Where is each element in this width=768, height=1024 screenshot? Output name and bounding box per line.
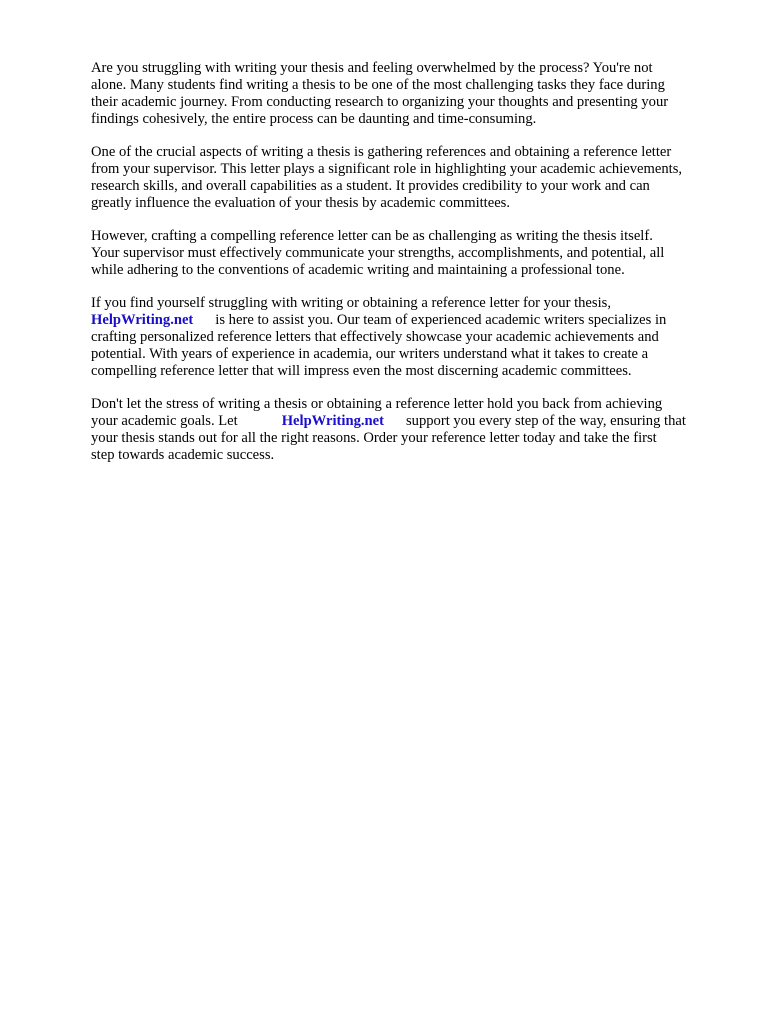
helpwriting-link-2[interactable]: HelpWriting.net [281,413,384,429]
paragraph-challenge: However, crafting a compelling reference letter can be as challenging as writing the thesis itself. Your supervisor must effectively communicate your strengths, accomplishments, and potential, all while adhering to the conventions of academic writing and maintaining a professional tone. [91,228,665,278]
paragraph-closing-lead: Don't let the stress of writing a thesis or obtaining a reference letter hold you back from achieving your academic goals. Let [91,396,663,429]
paragraph-references: One of the crucial aspects of writing a thesis is gathering references and obtaining a reference letter from your supervisor. This letter plays a significant role in highlighting your academic achievements, research skills, and overall capabilities as a student. It provides credibility to your work and can greatly influence the evaluation of your thesis by academic committees. [91,144,683,211]
paragraph-offer-lead: If you find yourself struggling with writing or obtaining a reference letter for your thesis, [91,295,611,311]
document-body [91,60,723,480]
helpwriting-link[interactable]: HelpWriting.net [91,312,194,328]
paragraph-offer [91,295,723,380]
paragraph-intro: Are you struggling with writing your thesis and feeling overwhelmed by the process? You're not alone. Many students find writing a thesis to be one of the most challenging tasks they face during their academic journey. From conducting research to organizing your thoughts and presenting your findings cohesively, the entire process can be daunting and time-consuming. [91,60,669,127]
paragraph-closing [91,396,723,464]
paragraph-closing-rest: support you every step of the way, ensuring that your thesis stands out for all the right reasons. Order your reference letter today and take the first step towards academic success. [91,413,686,463]
paragraph-offer-rest: is here to assist you. Our team of experienced academic writers specializes in crafting personalized reference letters that effectively showcase your academic achievements and potential. With years of experience in academia, our writers understand what it takes to create a compelling reference letter that will impress even the most discerning academic committees. [91,312,667,379]
